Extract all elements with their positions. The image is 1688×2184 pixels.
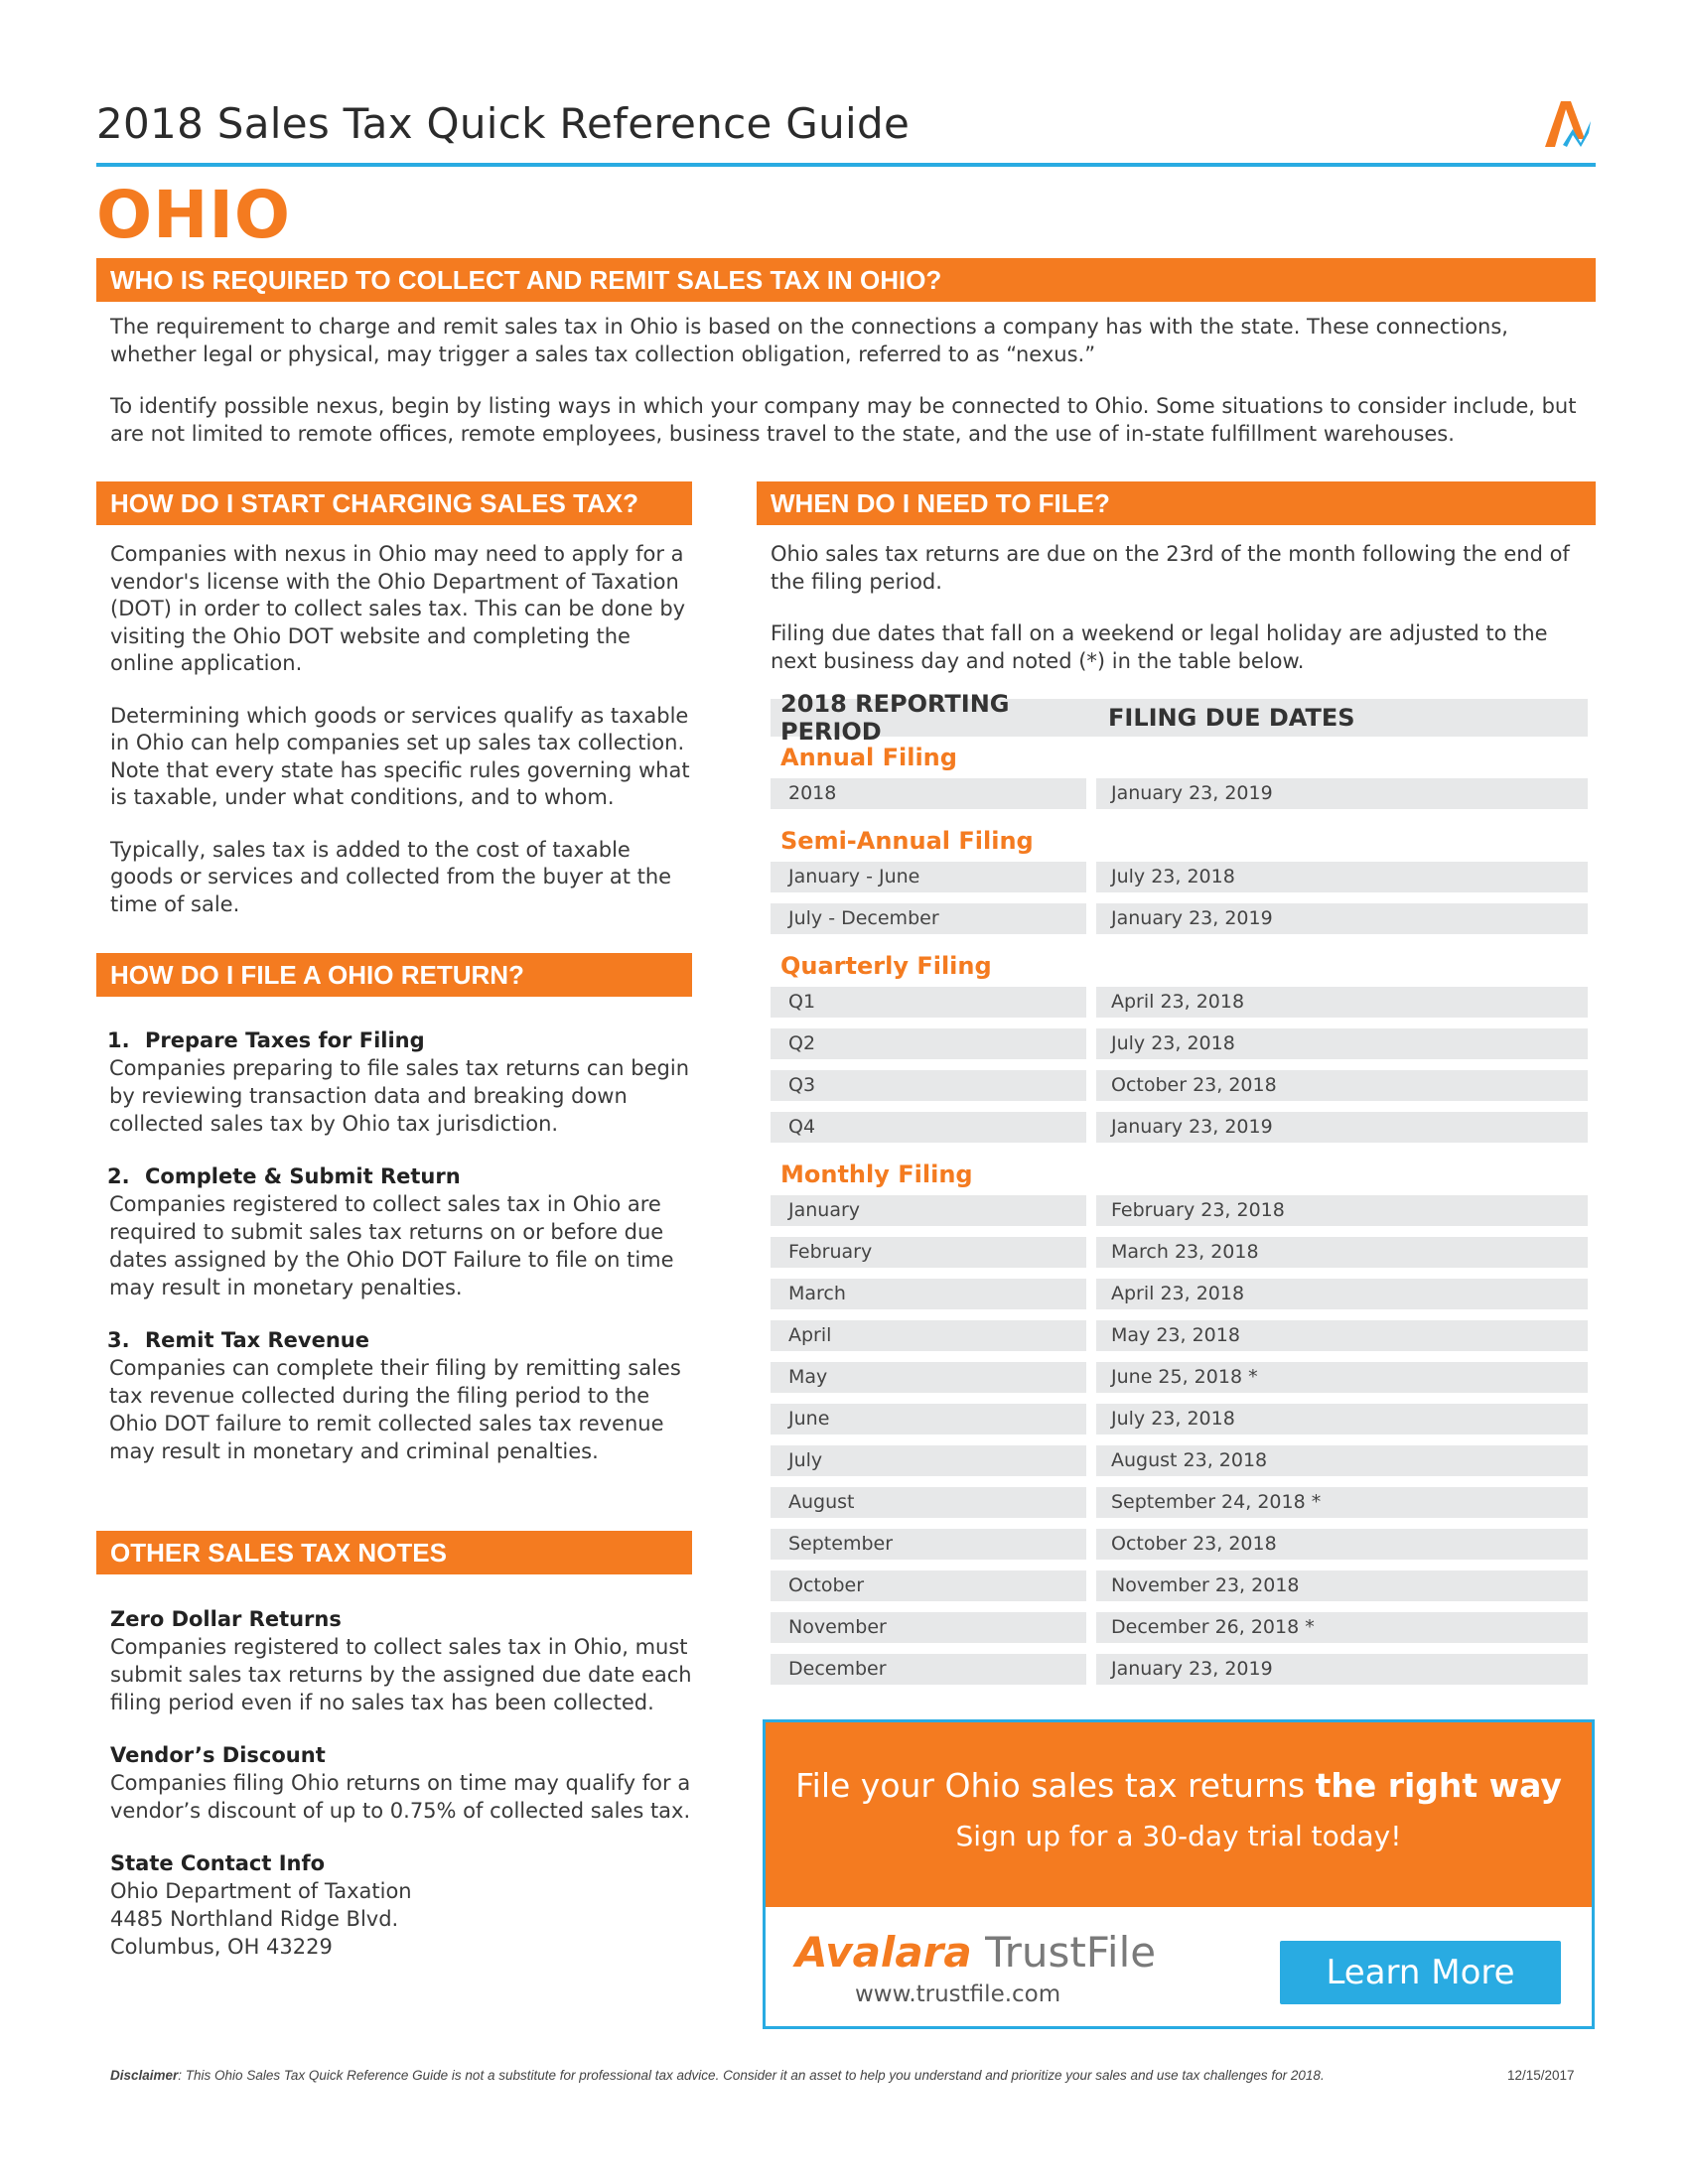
note-discount-title: Vendor’s Discount (110, 1743, 326, 1767)
step-1-body: Companies preparing to file sales tax returns can begin by reviewing transaction data and breaking down collected sales tax by Ohio tax jurisdiction. (109, 1056, 690, 1136)
note-contact (110, 1849, 696, 1961)
due-date-cell: March 23, 2018 (1096, 1237, 1588, 1268)
filing-steps (107, 1026, 693, 1490)
promo-subline: Sign up for a 30-day trial today! (955, 1820, 1402, 1852)
table-row (771, 1195, 1588, 1226)
due-date-cell: April 23, 2018 (1096, 1279, 1588, 1309)
due-date-cell: May 23, 2018 (1096, 1320, 1588, 1351)
due-date-cell: January 23, 2019 (1096, 778, 1588, 809)
other-notes (110, 1605, 696, 1985)
table-row (771, 1487, 1588, 1518)
step-2-number: 2. (107, 1164, 130, 1188)
due-date-cell: June 25, 2018 * (1096, 1362, 1588, 1393)
due-date-cell: November 23, 2018 (1096, 1570, 1588, 1601)
contact-line-1: Ohio Department of Taxation (110, 1879, 412, 1903)
period-cell: Q4 (771, 1112, 1086, 1143)
group-title: Monthly Filing (780, 1160, 973, 1188)
due-date-cell: July 23, 2018 (1096, 1404, 1588, 1434)
group-title: Semi-Annual Filing (780, 827, 1034, 855)
avalara-trustfile-logo (795, 1928, 1156, 1977)
when-paragraph-2: Filing due dates that fall on a weekend or legal holiday are adjusted to the next business day and noted (*) in the table below. (771, 621, 1548, 673)
period-cell: November (771, 1612, 1086, 1643)
table-row (771, 903, 1588, 934)
brand-trustfile: TrustFile (971, 1928, 1157, 1977)
period-cell: March (771, 1279, 1086, 1309)
due-date-cell: December 26, 2018 * (1096, 1612, 1588, 1643)
step-3 (107, 1326, 693, 1465)
due-date-cell: July 23, 2018 (1096, 1028, 1588, 1059)
step-2-body: Companies registered to collect sales tax in Ohio are required to submit sales tax returns on or before due dates assigned by the Ohio DOT Failure to file on time may result in monetary penalties. (109, 1192, 674, 1299)
contact-line-3: Columbus, OH 43229 (110, 1935, 333, 1959)
table-row (771, 862, 1588, 892)
trustfile-url[interactable]: www.trustfile.com (855, 1981, 1061, 2007)
step-1-number: 1. (107, 1028, 130, 1052)
due-date-cell: October 23, 2018 (1096, 1070, 1588, 1101)
disclaimer-text: : This Ohio Sales Tax Quick Reference Guide is not a substitute for professional tax advice. Consider it an asset to help you understand and prioritize your sales and use tax challenges for 2018. (178, 2068, 1325, 2083)
table-row (771, 1445, 1588, 1476)
period-cell: July - December (771, 903, 1086, 934)
step-2 (107, 1162, 693, 1301)
section-heading-start: HOW DO I START CHARGING SALES TAX? (96, 481, 692, 525)
when-text (771, 541, 1595, 675)
period-cell: Q3 (771, 1070, 1086, 1101)
step-3-title: Remit Tax Revenue (145, 1328, 369, 1352)
brand-avalara: Avalara (795, 1928, 972, 1977)
title-rule (96, 163, 1596, 167)
table-row (771, 1279, 1588, 1309)
document-date: 12/15/2017 (1507, 2068, 1575, 2083)
learn-more-button[interactable]: Learn More (1280, 1941, 1561, 2004)
trustfile-promo (763, 1719, 1595, 2029)
section-heading-when: WHEN DO I NEED TO FILE? (757, 481, 1596, 525)
group-title: Annual Filing (780, 744, 957, 771)
period-cell: June (771, 1404, 1086, 1434)
note-zero-dollar (110, 1605, 696, 1716)
promo-banner (766, 1722, 1592, 1907)
section-heading-who: WHO IS REQUIRED TO COLLECT AND REMIT SALES TAX IN OHIO? (96, 258, 1596, 302)
table-row (771, 1320, 1588, 1351)
period-cell: December (771, 1654, 1086, 1685)
start-text (110, 541, 696, 918)
period-cell: 2018 (771, 778, 1086, 809)
table-body (771, 737, 1588, 1685)
note-vendor-discount (110, 1741, 696, 1825)
section-heading-file: HOW DO I FILE A OHIO RETURN? (96, 953, 692, 997)
step-3-number: 3. (107, 1328, 130, 1352)
contact-line-2: 4485 Northland Ridge Blvd. (110, 1907, 399, 1931)
note-zero-body: Companies registered to collect sales tax in Ohio, must submit sales tax returns by the assigned due date each filing period even if no sales tax has been collected. (110, 1635, 692, 1714)
step-1 (107, 1026, 693, 1138)
due-date-cell: July 23, 2018 (1096, 862, 1588, 892)
table-header (771, 690, 1588, 746)
period-cell: April (771, 1320, 1086, 1351)
due-date-cell: August 23, 2018 (1096, 1445, 1588, 1476)
due-date-cell: February 23, 2018 (1096, 1195, 1588, 1226)
due-date-cell: September 24, 2018 * (1096, 1487, 1588, 1518)
step-1-title: Prepare Taxes for Filing (145, 1028, 425, 1052)
disclaimer (110, 2068, 1490, 2083)
due-date-cell: January 23, 2019 (1096, 903, 1588, 934)
promo-headline-bold: the right way (1315, 1766, 1562, 1805)
period-cell: August (771, 1487, 1086, 1518)
table-row (771, 778, 1588, 809)
disclaimer-label: Disclaimer (110, 2068, 179, 2083)
table-row (771, 1362, 1588, 1393)
period-cell: October (771, 1570, 1086, 1601)
start-paragraph-1: Companies with nexus in Ohio may need to apply for a vendor's license with the Ohio Department of Taxation (DOT) in order to collect sales tax. This can be done by visiting the Ohio DOT website and completing the online application. (110, 542, 686, 675)
who-text (110, 314, 1590, 448)
table-row (771, 1404, 1588, 1434)
table-row (771, 987, 1588, 1018)
period-cell: July (771, 1445, 1086, 1476)
table-row (771, 1028, 1588, 1059)
due-date-cell: October 23, 2018 (1096, 1529, 1588, 1560)
page-title: 2018 Sales Tax Quick Reference Guide (96, 99, 911, 148)
table-row (771, 1237, 1588, 1268)
table-row (771, 1654, 1588, 1685)
promo-headline-prefix: File your Ohio sales tax returns (795, 1766, 1316, 1805)
note-contact-title: State Contact Info (110, 1851, 326, 1875)
due-date-cell: January 23, 2019 (1096, 1654, 1588, 1685)
period-cell: Q1 (771, 987, 1086, 1018)
note-zero-title: Zero Dollar Returns (110, 1607, 342, 1631)
avalara-logo-icon (1541, 99, 1593, 149)
period-cell: January (771, 1195, 1086, 1226)
filing-due-dates-table (771, 690, 1588, 1696)
when-paragraph-1: Ohio sales tax returns are due on the 23rd of the month following the end of the filing period. (771, 542, 1570, 594)
note-discount-body: Companies filing Ohio returns on time may qualify for a vendor’s discount of up to 0.75% of collected sales tax. (110, 1771, 691, 1823)
table-row (771, 1112, 1588, 1143)
section-heading-notes: OTHER SALES TAX NOTES (96, 1531, 692, 1574)
table-row (771, 1070, 1588, 1101)
table-row (771, 1529, 1588, 1560)
column-header-period: 2018 REPORTING PERIOD (780, 690, 1010, 746)
who-paragraph-2: To identify possible nexus, begin by listing ways in which your company may be connected to Ohio. Some situations to consider include, but are not limited to remote offices, remote employees, business travel to the state, and the use of in-state fulfillment warehouses. (110, 394, 1577, 446)
who-paragraph-1: The requirement to charge and remit sales tax in Ohio is based on the connections a company has with the state. These connections, whether legal or physical, may trigger a sales tax collection obligation, referred to as “nexus.” (110, 315, 1508, 366)
table-row (771, 1570, 1588, 1601)
due-date-cell: April 23, 2018 (1096, 987, 1588, 1018)
period-cell: Q2 (771, 1028, 1086, 1059)
period-cell: September (771, 1529, 1086, 1560)
step-3-body: Companies can complete their filing by remitting sales tax revenue collected during the filing period to the Ohio DOT failure to remit collected sales tax revenue may result in monetary and criminal penalties. (109, 1356, 681, 1463)
group-title: Quarterly Filing (780, 952, 992, 980)
period-cell: February (771, 1237, 1086, 1268)
due-date-cell: January 23, 2019 (1096, 1112, 1588, 1143)
state-name: OHIO (96, 177, 292, 253)
column-header-due-dates: FILING DUE DATES (1108, 704, 1355, 732)
step-2-title: Complete & Submit Return (145, 1164, 461, 1188)
promo-headline (766, 1766, 1592, 1805)
period-cell: January - June (771, 862, 1086, 892)
period-cell: May (771, 1362, 1086, 1393)
start-paragraph-3: Typically, sales tax is added to the cost of taxable goods or services and collected from the buyer at the time of sale. (110, 837, 672, 916)
table-row (771, 1612, 1588, 1643)
start-paragraph-2: Determining which goods or services qualify as taxable in Ohio can help companies set up sales tax collection. Note that every state has specific rules governing what is taxable, under what conditions, and to whom. (110, 703, 690, 809)
